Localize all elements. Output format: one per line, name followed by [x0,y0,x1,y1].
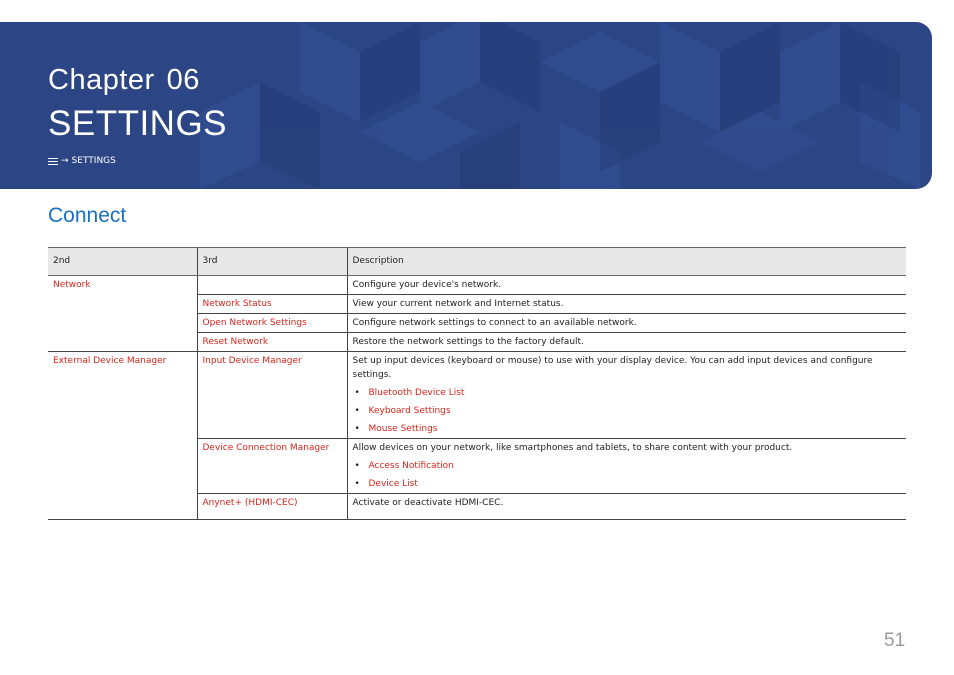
input-device-manager-link[interactable]: Input Device Manager [197,352,347,439]
empty-cell [197,276,347,295]
header-description: Description [347,248,906,276]
network-status-link[interactable]: Network Status [197,295,347,314]
keyboard-settings-link[interactable]: • Keyboard Settings [353,404,902,418]
header-3rd: 3rd [197,248,347,276]
page-title: SETTINGS [48,104,228,143]
input-device-list [353,386,902,436]
bluetooth-device-list-link[interactable]: • Bluetooth Device List [353,386,902,400]
settings-table [48,247,906,520]
chapter-label: Chapter [48,64,155,96]
device-connection-manager-description [347,439,906,494]
reset-network-description: Restore the network settings to the factory default. [347,333,906,352]
anynet-description: Activate or deactivate HDMI-CEC. [347,494,906,520]
table-row [48,352,906,439]
menu-icon [48,158,58,165]
table-row [48,276,906,295]
section-title: Connect [48,204,127,227]
open-network-settings-link[interactable]: Open Network Settings [197,314,347,333]
breadcrumb-arrow-icon: → [61,156,69,166]
chapter-number: 06 [166,64,200,96]
table-header-row [48,248,906,276]
external-device-manager-link[interactable]: External Device Manager [48,352,197,520]
device-connection-manager-link[interactable]: Device Connection Manager [197,439,347,494]
breadcrumb-text: SETTINGS [71,156,116,166]
chapter-heading [48,64,200,97]
device-list-link[interactable]: • Device List [353,477,902,491]
input-device-manager-description [347,352,906,439]
network-description: Configure your device's network. [347,276,906,295]
device-connection-manager-text: Allow devices on your network, like smartphones and tablets, to share content with your product. [352,443,793,453]
mouse-settings-link[interactable]: • Mouse Settings [353,422,902,436]
network-status-description: View your current network and Internet status. [347,295,906,314]
anynet-link[interactable]: Anynet+ (HDMI-CEC) [197,494,347,520]
network-link[interactable]: Network [48,276,197,352]
chapter-banner [0,22,932,189]
header-2nd: 2nd [48,248,197,276]
open-network-settings-description: Configure network settings to connect to an available network. [347,314,906,333]
reset-network-link[interactable]: Reset Network [197,333,347,352]
device-connection-list [353,459,902,491]
access-notification-link[interactable]: • Access Notification [353,459,902,473]
input-device-manager-text: Set up input devices (keyboard or mouse) to use with your display device. You can add input devices and configure settings. [352,356,873,380]
breadcrumb [48,156,116,166]
page-number: 51 [884,630,906,651]
